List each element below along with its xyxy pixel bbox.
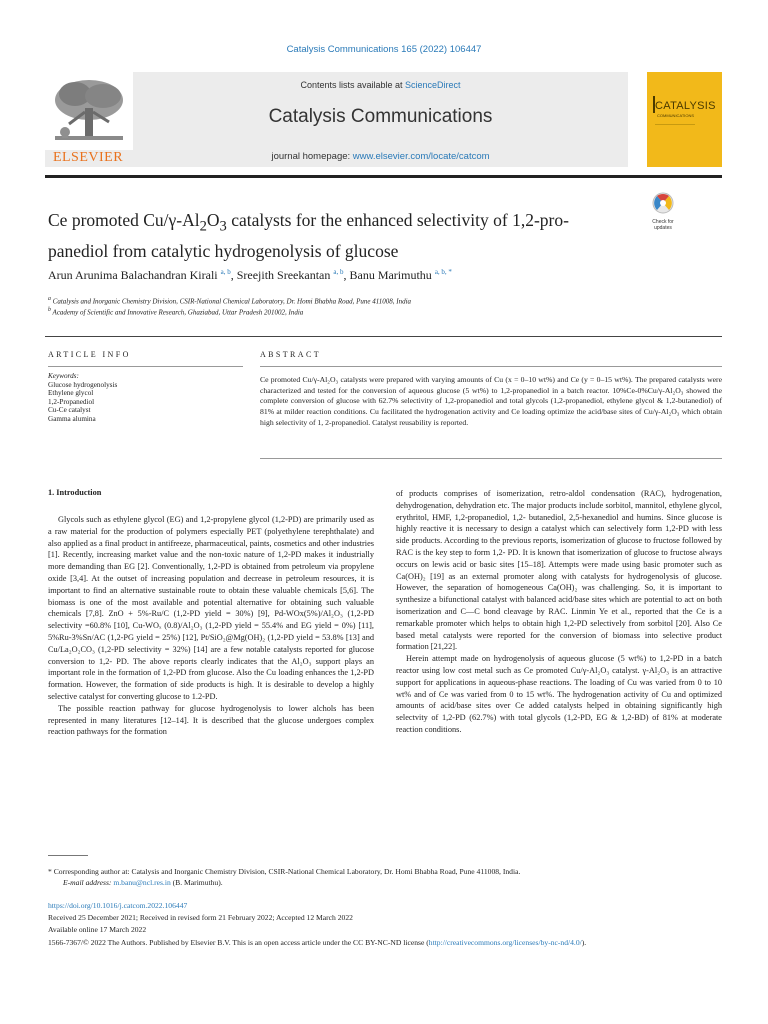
body-paragraph: of products comprises of isomerization, retro-aldol condensation (RAC), hydrogenation, dehydrogenation, dehydration etc. The major products include sorbitol, mannitol, ethylene glycol, erythritol, HMF, 1,2-propanediol, 1,2- butanediol, 2,5-hexanediol and humins. Since glucose is highly reactive it is necessary to design a catalyst which can selectively form 1,2-PD with less side products. According to the previous reports, isomerization of glucose to fructose followed by RAC is the key step to form 1,2- PD. It is known that isomerization of glucose to fructose always occurs on lewis acid or basic sites [15–18]. Attempts were made using basic promoter such as Ca(OH)₂ [19] as an external promoter along with catalysts for hydrogenolysis of glucose. However, the separation of homogeneous Ca(OH)₂ was challenging. So, it is important to synthesize a bifunctional catalyst with balanced acid/base sites which are potential to act on both isomerization and C—C bond cleavage by RAC. Linmin Ye et al., reported that the Ce is a remarkable promoter which helps to obtain high 1,2-PD selectively from sorbitol [20]. Also Ce based metal catalysts were reported for the conversion of biomass into selective product formation [21,22]. — [396, 489, 722, 652]
paper-title — [48, 208, 628, 263]
email-line — [63, 878, 223, 887]
abstract-heading: ABSTRACT — [260, 350, 321, 359]
author-affiliation-marks[interactable]: a, b — [333, 268, 344, 276]
crossmark-label-2: updates — [654, 225, 672, 231]
affiliation-text: Academy of Scientific and Innovative Research, Ghaziabad, Uttar Pradesh 201002, India — [52, 308, 304, 317]
email-link[interactable]: m.banu@ncl.res.in — [113, 878, 171, 887]
title-part: O — [206, 210, 220, 230]
article-info-heading: ARTICLE INFO — [48, 350, 131, 359]
homepage-prefix: journal homepage: — [271, 151, 353, 162]
keywords-label: Keywords: — [48, 372, 79, 380]
online-date: Available online 17 March 2022 — [48, 925, 147, 934]
title-line-2: panediol from catalytic hydrogenolysis of glucose — [48, 240, 399, 261]
author-list: Arun Arunima Balachandran Kirali $^{a, b}$, Sreejith Sreekantan $^{a, b}$, Banu Marimuthu $^{a, b, *}$ — [48, 268, 452, 282]
check-for-updates-badge[interactable] — [646, 192, 680, 232]
keywords-block — [48, 372, 243, 424]
journal-cover-thumbnail[interactable] — [647, 72, 722, 167]
body-column-left — [48, 514, 374, 738]
affiliation-mark: b — [48, 307, 51, 313]
body-paragraph: The possible reaction pathway for glucose hydrogenolysis to lower alchols has been represented in many literatures [12–14]. It is described that the glucose undergoes complex reaction pathways for the formation — [48, 703, 374, 737]
license-prefix: 1566-7367/© 2022 The Authors. Published by Elsevier B.V. This is an open access article under the CC BY-NC-ND license ( — [48, 938, 429, 947]
introduction-heading: 1. Introduction — [48, 488, 102, 497]
elsevier-tree-icon — [45, 72, 133, 150]
body-paragraph: Glycols such as ethylene glycol (EG) and 1,2-propylene glycol (1,2-PD) are primarily used as a raw material for the production of polymers especially PET (polyethylene terephthalate) and also applied as a final product in antifreeze, pharmaceutical, paints, cosmetics and other industries [1]. Recently, increasing market value and the non-toxic nature of 1,2-PD makes it industrially more demanding than EG [2]. Conventionally, 1,2-PD is obtained from petroleum via propylene oxide [3,4]. At the outset of increasing population and decrease in petroleum resources, it is important to find an alternative sustainable route to obtain these valuable chemicals [5,6]. The biomass is one of the most available and potential alternative for obtaining such valuable chemicals [7,8]. ZnO + 5%-Ru/C (1,2-PD yield = 30%) [9], Pd-WOx(5%)/Al₂O₃ (1,2-PD selectivity =60.8% [10], Cu-WOₓ (0.8)/Al₂O₃ (1,2-PD yield = 55.4% and EG yield = 0%) [11], 5%Ru-3%Sn/AC (1,2-PG yield = 25%) [12], Pt/SiO₂@Mg(OH)₂ (1,2-PD yield = 53.8% [13] and Cu/La₂O₂CO₃ (1,2-PD selectivity = 32%) [14] are a few notable catalysts reported for glucose conversion to 1,2- PD. The above reports clearly indicates that the Al₂O₃ support plays an important role in the formation of 1,2-PD from glucose. Also the Cu loading enhances the 1,2-PD formation. However, the formation of side products is high. It is desirable to develop a highly selective catalyst for converting glucose to 1.2-PD. — [48, 515, 374, 701]
body-column-right — [396, 488, 722, 736]
keyword-item: Gamma alumina — [48, 414, 96, 423]
author-affiliation-marks[interactable]: a, b, * — [434, 268, 452, 276]
contents-prefix: Contents lists available at — [300, 80, 406, 90]
email-suffix: (B. Marimuthu). — [170, 878, 223, 887]
abstract-rule — [260, 366, 722, 367]
received-dates: Received 25 December 2021; Received in revised form 21 February 2022; Accepted 12 March 2022 — [48, 913, 353, 922]
body-paragraph: Herein attempt made on hydrogenolysis of aqueous glucose (5 wt%) to 1,2-PD in a batch reactor using low cost metal such as Ce promoted Cu/γ-Al₂O₃ catalyst. γ-Al₂O₃ is an attractive support for applications in aqueous-phase reactions. The loading of Cu was varied from 0 to 10 wt% and of Ce was varied from 0 to 15 wt%. The hydrogenation activity of Cu and optimized amounts of acid/base sites over Ce added catalysts helped in obtaining significantly high selectvity of 1,2-PD (62.7%) with total glycols (1,2-PD, EG & 1,2-BD) of 81% at moderate reaction conditions. — [396, 654, 722, 734]
affiliation-text: Catalysis and Inorganic Chemistry Division, CSIR-National Chemical Laboratory, Dr. Homi Bhabha Road, Pune 411008, India — [52, 297, 412, 306]
abstract-end-rule — [260, 458, 722, 459]
author-name[interactable]: Arun Arunima Balachandran Kirali — [48, 268, 218, 282]
abstract-text: Ce promoted Cu/γ-Al₂O₃ catalysts were prepared with varying amounts of Cu (x = 0–10 wt%) and Ce (y = 0–15 wt%). The prepared catalysts were characterized and tested for the conversion of aqueous glucose (5 wt%) to 1,2-propanediol in a batch reactor. 10%Ce-0%Cu/γ-Al₂O₃ showed the complete conversion of glucose with 62.7% selectivity of 1,2-propanediol and total glycols (1,2-propanediol, ethylene glycol & 1,2-butanediol) of 81% at milder reaction conditions. Cu facilitated the hydrogenation activity and Ce loading optimize the acid/base sites of Cu/γ-Al₂O₃ which obtain high selectivity of 1, 2-propanediol. Catalyst reusability is reported. — [260, 375, 722, 427]
title-sub: 2 — [199, 218, 207, 235]
keyword-item: 1,2-Propanediol — [48, 397, 95, 406]
keyword-item: Glucose hydrogenolysis — [48, 380, 118, 389]
article-info-rule — [48, 366, 243, 367]
footnote-rule — [48, 855, 88, 856]
crossmark-label — [646, 219, 680, 231]
cover-title: CATALYSIS — [655, 100, 716, 112]
homepage-link[interactable]: www.elsevier.com/locate/catcom — [352, 151, 490, 162]
contents-available-line — [133, 80, 628, 90]
email-label: E-mail address: — [63, 878, 114, 887]
author-affiliation-marks[interactable]: a, b — [220, 268, 231, 276]
title-sub: 3 — [219, 218, 227, 235]
crossmark-label-1: Check for — [652, 219, 674, 225]
title-part: Ce promoted Cu/γ-Al — [48, 210, 200, 230]
doi-link[interactable]: https://doi.org/10.1016/j.catcom.2022.106447 — [48, 901, 188, 910]
corresponding-author-note: * Corresponding author at: Catalysis and Inorganic Chemistry Division, CSIR-National Chemical Laboratory, Dr. Homi Bhabha Road, Pune 411008, India. — [48, 867, 521, 876]
elsevier-wordmark: ELSEVIER — [52, 150, 124, 165]
keyword-item: Ethylene glycol — [48, 389, 94, 398]
license-link[interactable]: http://creativecommons.org/licenses/by-nc-nd/4.0/ — [428, 938, 582, 947]
journal-title: Catalysis Communications — [268, 106, 493, 127]
journal-reference[interactable]: Catalysis Communications 165 (2022) 106447 — [286, 44, 482, 55]
title-part: catalysts for the enhanced selectivity of 1,2-pro- — [226, 210, 569, 230]
keyword-item: Cu-Ce catalyst — [48, 406, 91, 415]
journal-homepage-line — [133, 151, 628, 162]
section-divider — [45, 336, 722, 337]
license-suffix: ). — [581, 938, 587, 947]
cover-subtitle: COMMUNICATIONS — [657, 113, 695, 118]
author-name[interactable]: Sreejith Sreekantan — [236, 268, 331, 282]
affiliation-b — [48, 307, 303, 316]
header-divider — [45, 175, 722, 178]
sciencedirect-link[interactable]: ScienceDirect — [405, 80, 461, 90]
cover-rule — [655, 124, 695, 125]
author-name[interactable]: Banu Marimuthu — [349, 268, 432, 282]
crossmark-icon — [646, 192, 680, 214]
license-statement — [48, 937, 722, 948]
affiliation-a — [48, 296, 411, 305]
affiliation-mark: a — [48, 296, 51, 302]
